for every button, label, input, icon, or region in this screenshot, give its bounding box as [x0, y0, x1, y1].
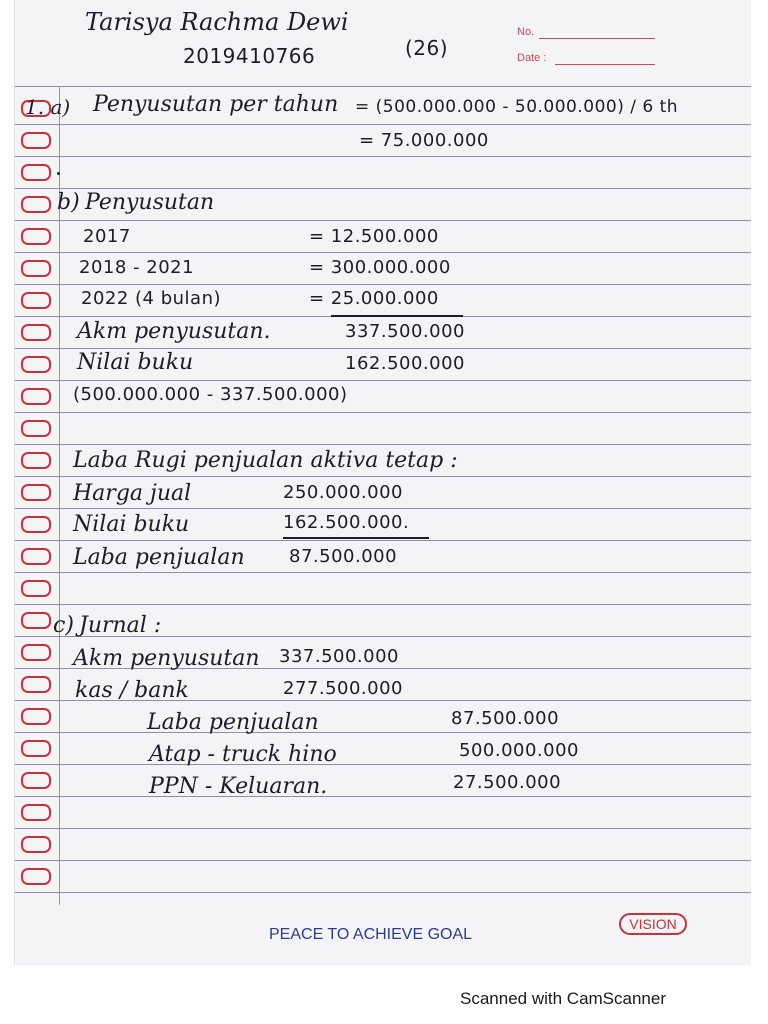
- question-label-a: 1. a): [25, 95, 71, 119]
- margin-box: [21, 356, 51, 373]
- gain-row-value: 250.000.000: [283, 482, 404, 503]
- ruled-line: [15, 476, 751, 477]
- dep-row-label: Akm penyusutan.: [77, 319, 271, 344]
- ruled-line: [15, 444, 751, 445]
- page-number: (26): [405, 36, 449, 60]
- journal-debit-value: 277.500.000: [283, 678, 404, 699]
- part-c-title: Jurnal :: [79, 613, 162, 638]
- ruled-line: [15, 380, 751, 381]
- margin-box: [21, 260, 51, 277]
- ruled-line: [15, 604, 751, 605]
- ruled-line: [15, 892, 751, 893]
- notebook-page: [14, 0, 751, 965]
- ruled-line: [15, 860, 751, 861]
- sum-underline: [331, 315, 463, 317]
- student-name: Tarisya Rachma Dewi: [85, 8, 349, 36]
- gain-loss-title: Laba Rugi penjualan aktiva tetap :: [73, 448, 458, 473]
- margin-box: [21, 420, 51, 437]
- ruled-line: [15, 284, 751, 285]
- margin-box: [21, 868, 51, 885]
- journal-credit-value: 27.500.000: [453, 772, 562, 793]
- gain-row-label: Nilai buku: [73, 512, 190, 537]
- book-value-calc: (500.000.000 - 337.500.000): [73, 384, 348, 405]
- margin-box: [21, 708, 51, 725]
- margin-box: [21, 548, 51, 565]
- margin-box: [21, 516, 51, 533]
- journal-debit-value: 337.500.000: [279, 646, 400, 667]
- date-label: Date :: [517, 52, 547, 64]
- journal-credit-label: PPN - Keluaran.: [149, 774, 328, 799]
- ruled-line: [15, 348, 751, 349]
- gain-underline: [283, 537, 429, 539]
- journal-credit-value: 500.000.000: [459, 740, 580, 761]
- margin-box: [21, 324, 51, 341]
- no-label: No.: [517, 26, 535, 38]
- margin-box: [21, 644, 51, 661]
- ruled-line: [15, 732, 751, 733]
- margin-box: [21, 484, 51, 501]
- margin-box: [21, 196, 51, 213]
- margin-box: [21, 676, 51, 693]
- part-a-result: = 75.000.000: [359, 130, 489, 151]
- part-a-formula: = (500.000.000 - 50.000.000) / 6 th: [355, 97, 679, 117]
- part-c-label: c): [53, 613, 74, 638]
- dep-row-value: = 25.000.000: [309, 288, 439, 309]
- margin-box: [21, 452, 51, 469]
- gain-row-value: 162.500.000.: [283, 512, 410, 533]
- margin-box: [21, 388, 51, 405]
- ruled-line: [15, 220, 751, 221]
- margin-box: [21, 740, 51, 757]
- ruled-line: [15, 796, 751, 797]
- date-line: [555, 64, 655, 65]
- margin-box: [21, 164, 51, 181]
- margin-box: [21, 804, 51, 821]
- ruled-line: [15, 508, 751, 509]
- part-b-label: b): [57, 190, 80, 215]
- page-slogan: PEACE TO ACHIEVE GOAL: [269, 926, 473, 943]
- dep-row-value: = 12.500.000: [309, 226, 439, 247]
- margin-box: [21, 612, 51, 629]
- ruled-line: [15, 86, 751, 87]
- margin-box: [21, 836, 51, 853]
- ruled-line: [15, 572, 751, 573]
- ink-dot: [57, 172, 60, 175]
- journal-debit-label: kas / bank: [75, 678, 189, 703]
- ruled-line: [15, 412, 751, 413]
- part-b-title: Penyusutan: [85, 190, 215, 215]
- part-a-text: Penyusutan per tahun: [93, 92, 339, 117]
- ruled-line: [15, 156, 751, 157]
- dep-row-value: = 300.000.000: [309, 257, 451, 278]
- dep-row-value: 337.500.000: [345, 321, 466, 342]
- gain-row-value: 87.500.000: [289, 546, 398, 567]
- margin-box: [21, 228, 51, 245]
- margin-box: [21, 292, 51, 309]
- margin-box: [21, 132, 51, 149]
- gain-row-label: Laba penjualan: [73, 545, 245, 570]
- dep-row-label: 2022 (4 bulan): [81, 288, 222, 309]
- no-line: [539, 38, 655, 39]
- journal-credit-value: 87.500.000: [451, 708, 560, 729]
- margin-box: [21, 580, 51, 597]
- ruled-line: [15, 124, 751, 125]
- dep-row-label: 2018 - 2021: [79, 257, 195, 278]
- ruled-line: [15, 188, 751, 189]
- dep-row-label: 2017: [83, 226, 131, 247]
- dep-row-label: Nilai buku: [77, 350, 194, 375]
- ruled-line: [15, 540, 751, 541]
- scanner-watermark: Scanned with CamScanner: [460, 989, 667, 1008]
- ruled-line: [15, 252, 751, 253]
- ruled-line: [15, 764, 751, 765]
- dep-row-value: 162.500.000: [345, 353, 466, 374]
- brand-logo: VISION: [619, 913, 687, 935]
- margin-box: [21, 772, 51, 789]
- journal-credit-label: Laba penjualan: [147, 710, 319, 735]
- journal-debit-label: Akm penyusutan: [73, 646, 260, 671]
- gain-row-label: Harga jual: [73, 481, 192, 506]
- journal-credit-label: Atap - truck hino: [149, 742, 337, 767]
- student-id: 2019410766: [183, 44, 316, 68]
- ruled-line: [15, 828, 751, 829]
